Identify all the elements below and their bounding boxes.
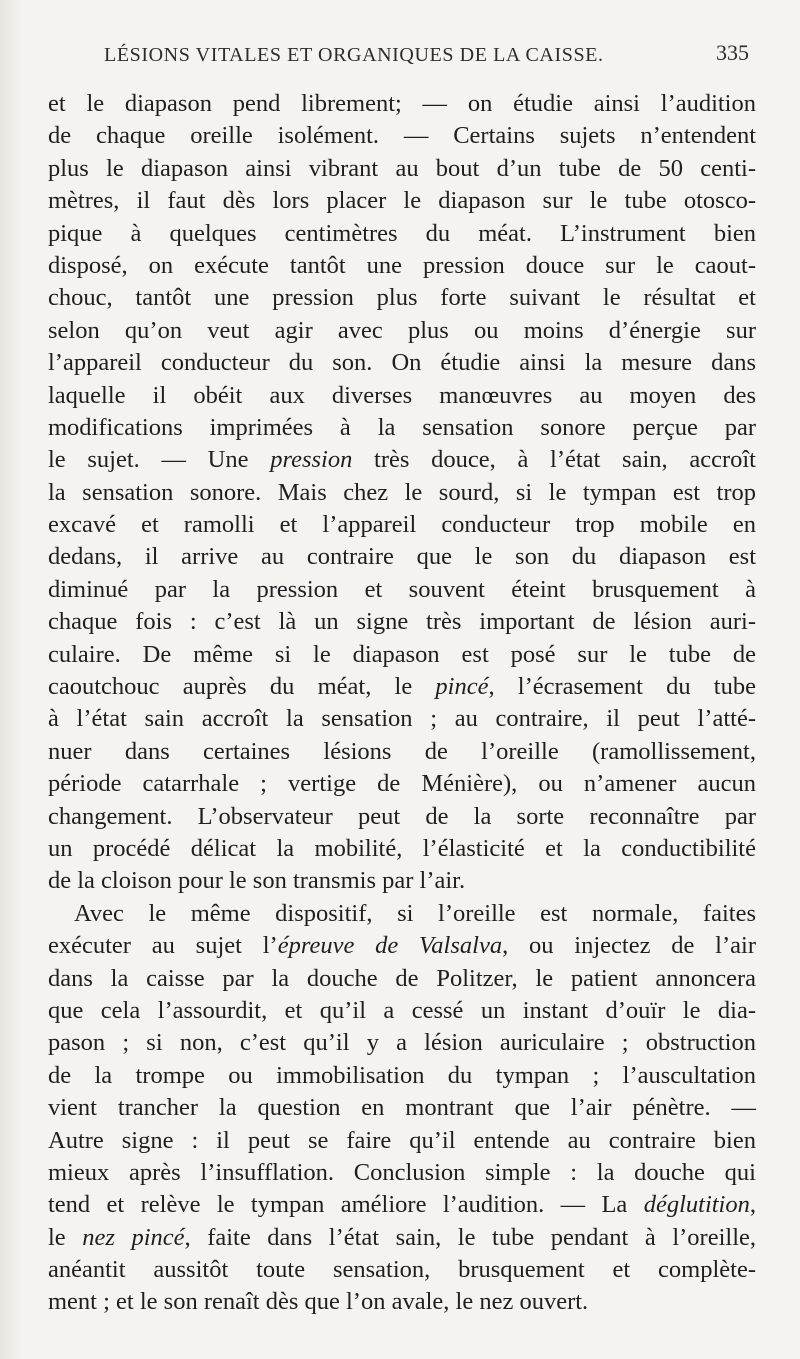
text-line: modifications imprimées à la sensation sonore perçue par <box>48 413 756 441</box>
text-line: mètres, il faut dès lors placer le diapason sur le tube otosco- <box>48 187 756 215</box>
text-line: un procédé délicat la mobilité, l’élasticité et la conductibilité <box>48 834 756 862</box>
text-line: chaque fois : c’est là un signe très important de lésion auri- <box>48 608 756 636</box>
text-line: et le diapason pend librement; — on étudie ainsi l’audition <box>48 90 756 117</box>
text-line: selon qu’on veut agir avec plus ou moins d’énergie sur <box>48 316 756 344</box>
text-line: caoutchouc auprès du méat, le pincé, l’écrasement du tube <box>48 673 756 701</box>
text-line: exécuter au sujet l’épreuve de Valsalva, ou injectez de l’air <box>48 932 756 960</box>
text-line: mieux après l’insufflation. Conclusion simple : la douche qui <box>48 1158 756 1186</box>
italic-term: déglutition <box>643 1191 750 1219</box>
paragraph <box>48 88 756 898</box>
text-line: le sujet. — Une pression très douce, à l’état sain, accroît <box>48 446 756 474</box>
text-line: diminué par la pression et souvent éteint brusquement à <box>48 575 756 603</box>
text-line: pason ; si non, c’est qu’il y a lésion auriculaire ; obstruction <box>48 1029 756 1057</box>
running-header-title: LÉSIONS VITALES ET ORGANIQUES DE LA CAISSE. <box>104 44 604 66</box>
text-line: changement. L’observateur peut de la sorte reconnaître par <box>48 802 756 830</box>
text-line: laquelle il obéit aux diverses manœuvres au moyen des <box>48 381 756 409</box>
italic-term: pression <box>270 446 353 474</box>
text-line: disposé, on exécute tantôt une pression douce sur le caout- <box>48 251 756 279</box>
body-text <box>48 88 756 1319</box>
text-line: l’appareil conducteur du son. On étudie ainsi la mesure dans <box>48 349 756 377</box>
italic-term: pincé <box>435 673 489 701</box>
text-line: de la trompe ou immobilisation du tympan ; l’auscultation <box>48 1061 756 1089</box>
text-line: la sensation sonore. Mais chez le sourd, si le tympan est trop <box>48 478 756 506</box>
text-line: période catarrhale ; vertige de Ménière), ou n’amener aucun <box>48 770 756 798</box>
text-line: dans la caisse par la douche de Politzer, le patient annoncera <box>48 964 756 992</box>
scan-edge-shadow <box>0 0 22 1359</box>
text-line: de chaque oreille isolément. — Certains sujets n’entendent <box>48 122 756 150</box>
text-line: dedans, il arrive au contraire que le son du diapason est <box>48 543 756 571</box>
text-line: que cela l’assourdit, et qu’il a cessé un instant d’ouïr le dia- <box>48 996 756 1024</box>
text-line: plus le diapason ainsi vibrant au bout d’un tube de 50 centi- <box>48 154 756 182</box>
text-line: culaire. De même si le diapason est posé sur le tube de <box>48 640 756 668</box>
italic-term: nez pincé <box>82 1223 185 1251</box>
text-line: à l’état sain accroît la sensation ; au contraire, il peut l’atté- <box>48 705 756 733</box>
text-line: chouc, tantôt une pression plus forte suivant le résultat et <box>48 284 756 312</box>
text-line: le nez pincé, faite dans l’état sain, le tube pendant à l’oreille, <box>48 1223 757 1251</box>
text-line: ment ; et le son renaît dès que l’on avale, le nez ouvert. <box>48 1288 589 1316</box>
text-line: Avec le même dispositif, si l’oreille est normale, faites <box>74 899 756 927</box>
text-line: tend et relève le tympan améliore l’audition. — La déglutition, <box>48 1191 756 1219</box>
paragraph <box>48 898 756 1319</box>
text-line: Autre signe : il peut se faire qu’il entende au contraire bien <box>48 1126 756 1154</box>
text-line: anéantit aussitôt toute sensation, brusquement et complète- <box>48 1256 756 1284</box>
text-line: nuer dans certaines lésions de l’oreille (ramollissement, <box>48 737 756 765</box>
text-line: pique à quelques centimètres du méat. L’instrument bien <box>48 219 756 247</box>
text-line: excavé et ramolli et l’appareil conducteur trop mobile en <box>48 511 756 539</box>
text-line: de la cloison pour le son transmis par l’air. <box>48 867 466 895</box>
text-line: vient trancher la question en montrant que l’air pénètre. — <box>48 1094 756 1122</box>
italic-term: épreuve de Valsalva <box>277 932 503 960</box>
page-number: 335 <box>716 40 749 65</box>
